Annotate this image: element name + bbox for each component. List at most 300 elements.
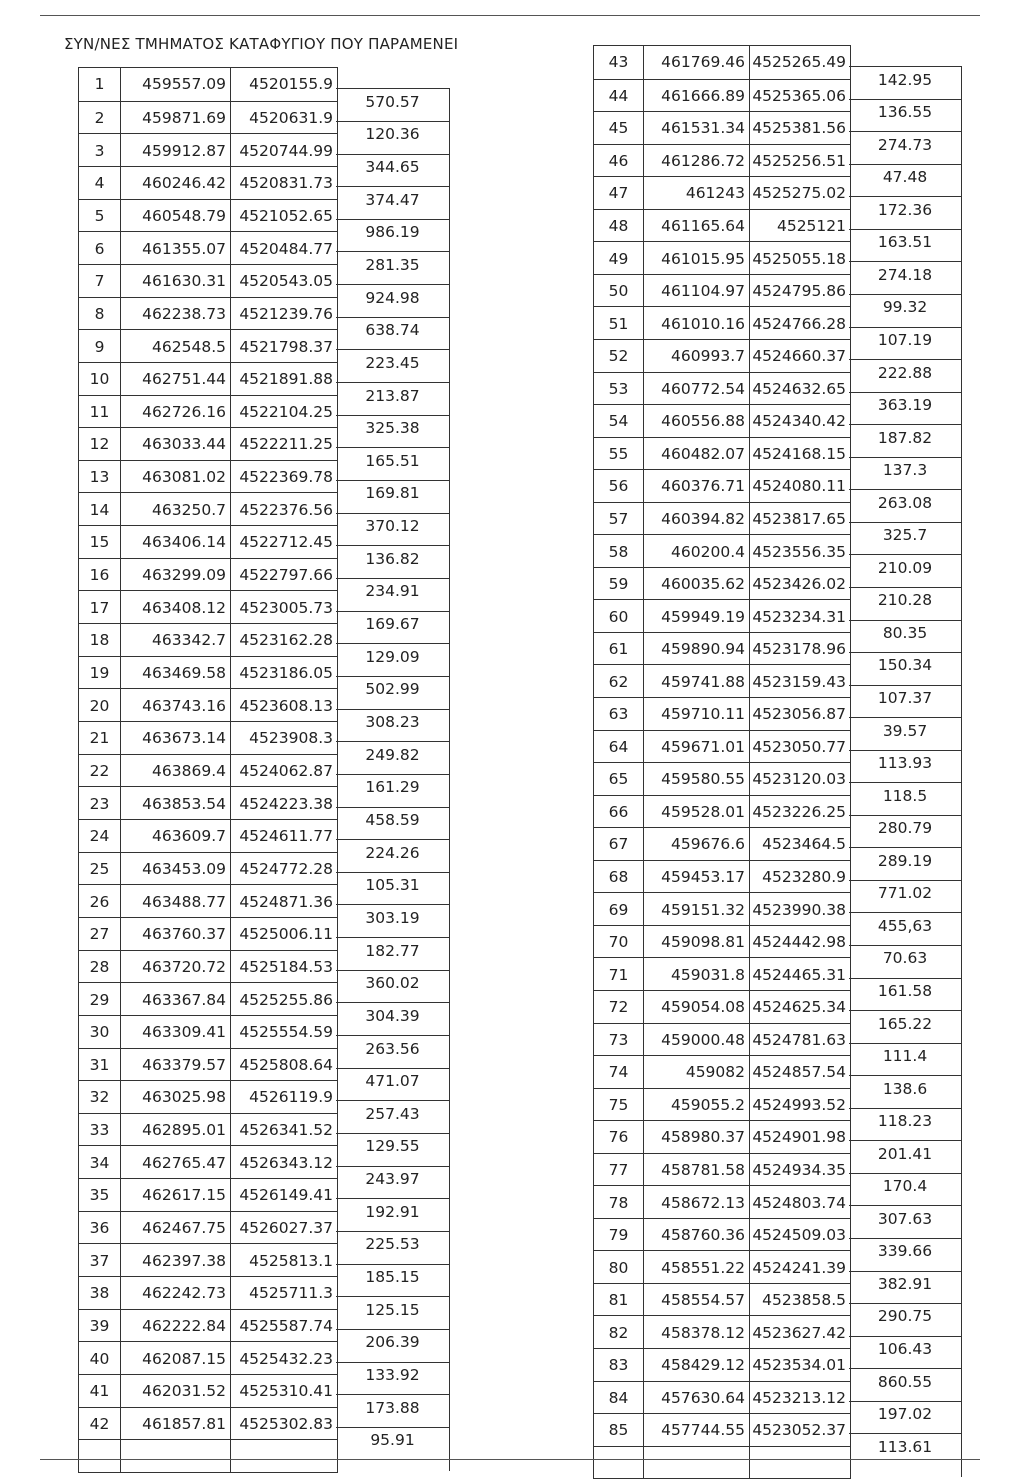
distance-tick — [849, 815, 961, 816]
distance-tick — [336, 219, 449, 220]
distance-value: 325.7 — [882, 526, 928, 545]
distance-tick — [336, 970, 449, 971]
y-coordinate-cell: 4523608.13 — [239, 696, 333, 715]
y-coordinate-cell: 4523280.9 — [762, 868, 846, 887]
x-coordinate-cell: 461104.97 — [644, 275, 750, 308]
distance-value: 325.38 — [365, 419, 420, 438]
y-coordinate-cell: 4523534.01 — [752, 1356, 846, 1375]
table-row — [79, 427, 337, 461]
y-coordinate-cell: 4523178.96 — [752, 640, 846, 659]
distance-tick — [849, 164, 961, 165]
distance-value: 263.56 — [365, 1039, 420, 1058]
y-coordinate-cell: 4523817.65 — [752, 509, 846, 528]
distance-tick — [336, 415, 449, 416]
table-row — [79, 68, 337, 101]
table-row — [594, 1023, 850, 1057]
distance-value: 142.95 — [877, 70, 933, 89]
distance-value: 289.19 — [877, 851, 933, 870]
point-number-cell: 70 — [594, 926, 644, 959]
distance-value: 192.91 — [365, 1202, 420, 1221]
distance-tick — [849, 587, 961, 588]
distance-value: 307.63 — [877, 1209, 933, 1228]
distance-value: 163.51 — [877, 233, 933, 252]
bottom-rule — [40, 1459, 980, 1460]
x-coordinate-cell: 459151.32 — [644, 893, 750, 926]
distance-tick — [849, 945, 961, 946]
y-coordinate-cell: 4524340.42 — [752, 412, 846, 431]
point-number-cell: 45 — [594, 112, 644, 145]
table-row — [79, 884, 337, 918]
x-coordinate-cell: 459671.01 — [644, 731, 750, 764]
distance-tick — [336, 154, 449, 155]
x-coordinate-cell: 459031.8 — [644, 958, 750, 991]
distance-tick — [849, 847, 961, 848]
point-number-cell: 16 — [79, 559, 121, 592]
y-coordinate-cell: 4525554.59 — [239, 1023, 333, 1042]
point-number-cell: 56 — [594, 470, 644, 503]
x-coordinate-cell: 462751.44 — [121, 363, 231, 396]
distance-tick — [849, 196, 961, 197]
y-coordinate-cell: 4525711.3 — [249, 1284, 333, 1303]
table-row — [79, 460, 337, 494]
distance-value: 129.55 — [365, 1137, 420, 1156]
point-number-cell: 82 — [594, 1316, 644, 1349]
table-row — [594, 730, 850, 764]
point-number-cell: 6 — [79, 232, 121, 265]
y-coordinate-cell: 4525587.74 — [239, 1317, 333, 1335]
table-row — [79, 231, 337, 265]
table-row — [594, 925, 850, 959]
y-coordinate-cell: 4525255.86 — [239, 990, 333, 1009]
distance-tick — [336, 1100, 449, 1101]
point-number-cell: 84 — [594, 1382, 644, 1415]
distance-tick — [849, 229, 961, 230]
y-coordinate-cell: 4523234.31 — [752, 607, 846, 626]
distance-value: 169.67 — [365, 615, 420, 634]
table-row — [79, 982, 337, 1016]
y-coordinate-cell: 4523120.03 — [752, 770, 846, 789]
y-coordinate-cell: 4526149.41 — [239, 1186, 333, 1205]
table-row — [594, 1153, 850, 1187]
distance-tick — [336, 382, 449, 383]
point-number-cell: 76 — [594, 1121, 644, 1154]
distance-tick — [849, 1205, 961, 1206]
table-row — [79, 297, 337, 331]
point-number-cell: 42 — [79, 1408, 121, 1441]
distance-tick — [336, 447, 449, 448]
x-coordinate-cell: 463488.77 — [121, 885, 231, 918]
y-coordinate-cell: 4522797.66 — [239, 566, 333, 585]
x-coordinate-cell: 460993.7 — [644, 340, 750, 373]
x-coordinate-cell: 462467.75 — [121, 1212, 231, 1245]
y-coordinate-cell: 4524611.77 — [239, 827, 333, 846]
point-number-cell: 60 — [594, 600, 644, 633]
distance-value: 182.77 — [365, 941, 420, 960]
distance-tick — [336, 937, 449, 938]
distance-tick — [849, 327, 961, 328]
x-coordinate-cell: 459453.17 — [644, 861, 750, 894]
distance-value: 99.32 — [882, 298, 928, 317]
x-coordinate-cell: 458781.58 — [644, 1154, 750, 1187]
x-coordinate-cell: 462726.16 — [121, 396, 231, 429]
y-coordinate-cell: 4526119.9 — [249, 1088, 333, 1107]
x-coordinate-cell: 462617.15 — [121, 1179, 231, 1212]
x-coordinate-cell: 461630.31 — [121, 265, 231, 298]
x-coordinate-cell: 458672.13 — [644, 1186, 750, 1219]
y-coordinate-cell: 4525808.64 — [239, 1055, 333, 1074]
y-coordinate-cell: 4524442.98 — [752, 933, 846, 952]
distance-tick — [336, 578, 449, 579]
distance-tick — [336, 1035, 449, 1036]
point-number-cell: 9 — [79, 330, 121, 363]
x-coordinate-cell: 460548.79 — [121, 200, 231, 233]
distance-value: 223.45 — [365, 353, 420, 372]
table-row — [594, 795, 850, 829]
x-coordinate-cell: 463760.37 — [121, 918, 231, 951]
point-number-cell: 68 — [594, 861, 644, 894]
point-number-cell: 64 — [594, 731, 644, 764]
table-row — [594, 209, 850, 243]
y-coordinate-cell: 4525055.18 — [752, 249, 846, 268]
distance-tick — [336, 1002, 449, 1003]
table-row — [594, 1348, 850, 1382]
distance-tick — [849, 489, 961, 490]
table-row — [594, 1250, 850, 1284]
table-row — [594, 1120, 850, 1154]
distance-tick — [849, 1075, 961, 1076]
y-coordinate-cell: 4521052.65 — [239, 206, 333, 225]
y-coordinate-cell: 4524795.86 — [752, 282, 846, 301]
distance-tick — [336, 121, 449, 122]
x-coordinate-cell: 458429.12 — [644, 1349, 750, 1382]
distance-value: 370.12 — [365, 517, 420, 536]
table-row — [594, 79, 850, 113]
x-coordinate-cell: 463408.12 — [121, 591, 231, 624]
point-number-cell: 51 — [594, 307, 644, 340]
point-number-cell: 27 — [79, 918, 121, 951]
point-number-cell: 25 — [79, 853, 121, 886]
y-coordinate-cell: 4524465.31 — [752, 965, 846, 984]
distance-tick — [849, 1271, 961, 1272]
distance-value: 105.31 — [365, 876, 420, 895]
distance-value: 113.93 — [877, 754, 933, 773]
point-number-cell: 18 — [79, 624, 121, 657]
x-coordinate-cell: 457630.64 — [644, 1382, 750, 1415]
distance-value: 249.82 — [365, 745, 420, 764]
y-coordinate-cell: 4520155.9 — [249, 75, 333, 94]
distance-tick — [336, 904, 449, 905]
distance-value: 213.87 — [365, 386, 420, 405]
distance-tick — [849, 1238, 961, 1239]
distance-value: 382.91 — [877, 1274, 933, 1293]
x-coordinate-cell: 463299.09 — [121, 559, 231, 592]
point-number-cell: 59 — [594, 568, 644, 601]
table-row — [79, 525, 337, 559]
x-coordinate-cell: 463033.44 — [121, 428, 231, 461]
point-number-cell: 19 — [79, 657, 121, 690]
table-row — [79, 329, 337, 363]
table-row — [594, 567, 850, 601]
distance-tick — [336, 349, 449, 350]
distance-value: 210.09 — [877, 558, 933, 577]
point-number-cell: 61 — [594, 633, 644, 666]
table-row — [79, 656, 337, 690]
x-coordinate-cell: 458551.22 — [644, 1251, 750, 1284]
distance-tick — [336, 1329, 449, 1330]
table-row — [594, 599, 850, 633]
table-row — [594, 1315, 850, 1349]
x-coordinate-cell: 462242.73 — [121, 1277, 231, 1310]
table-row — [594, 306, 850, 340]
point-number-cell: 43 — [594, 46, 644, 79]
distance-value: 95.91 — [370, 1431, 415, 1450]
point-number-cell: 38 — [79, 1277, 121, 1310]
table-row — [79, 1341, 337, 1375]
distance-tick — [849, 392, 961, 393]
y-coordinate-cell: 4521891.88 — [239, 370, 333, 389]
x-coordinate-cell: 459949.19 — [644, 600, 750, 633]
table-row — [79, 362, 337, 396]
distance-value: 111.4 — [882, 1047, 928, 1066]
x-coordinate-cell: 457744.55 — [644, 1414, 750, 1447]
table-row — [79, 1309, 337, 1343]
distance-tick — [849, 750, 961, 751]
point-number-cell: 14 — [79, 493, 121, 526]
distance-value: 290.75 — [877, 1307, 933, 1326]
y-coordinate-cell: 4525121 — [776, 217, 846, 236]
distance-value: 243.97 — [365, 1170, 420, 1189]
y-coordinate-cell: 4525275.02 — [752, 184, 846, 203]
x-coordinate-cell: 460246.42 — [121, 167, 231, 200]
distance-value: 136.82 — [365, 549, 420, 568]
y-coordinate-cell: 4523159.43 — [752, 672, 846, 691]
point-number-cell: 24 — [79, 820, 121, 853]
x-coordinate-cell: 459890.94 — [644, 633, 750, 666]
point-number-cell: 3 — [79, 134, 121, 167]
point-number-cell: 85 — [594, 1414, 644, 1447]
distance-tick — [849, 131, 961, 132]
y-coordinate-cell: 4522369.78 — [239, 468, 333, 487]
y-coordinate-cell: 4524772.28 — [239, 859, 333, 878]
x-coordinate-cell: 461857.81 — [121, 1408, 231, 1441]
point-number-cell: 5 — [79, 200, 121, 233]
table-row — [594, 1185, 850, 1219]
distance-value: 39.57 — [882, 721, 928, 740]
y-coordinate-cell: 4523213.12 — [752, 1388, 846, 1407]
distance-value: 281.35 — [365, 255, 420, 274]
y-coordinate-cell: 4524223.38 — [239, 794, 333, 813]
point-number-cell: 2 — [79, 102, 121, 135]
table-row — [79, 1178, 337, 1212]
distance-column-line — [961, 66, 962, 1477]
y-coordinate-cell: 4525813.1 — [249, 1251, 333, 1270]
distance-tick — [849, 1108, 961, 1109]
point-number-cell: 1 — [79, 68, 121, 101]
distance-value: 263.08 — [877, 493, 933, 512]
table-row — [594, 1055, 850, 1089]
y-coordinate-cell: 4523908.3 — [249, 729, 333, 748]
x-coordinate-cell: 461286.72 — [644, 145, 750, 178]
distance-value: 210.28 — [877, 591, 933, 610]
distance-value: 118.23 — [877, 1112, 933, 1131]
x-coordinate-cell: 459055.2 — [644, 1089, 750, 1122]
y-coordinate-cell: 4524168.15 — [752, 444, 846, 463]
table-row — [594, 664, 850, 698]
point-number-cell: 46 — [594, 145, 644, 178]
x-coordinate-cell: 459710.11 — [644, 698, 750, 731]
table-row — [594, 339, 850, 373]
y-coordinate-cell: 4523627.42 — [752, 1323, 846, 1342]
point-number-cell: 26 — [79, 885, 121, 918]
point-number-cell: 21 — [79, 722, 121, 755]
y-coordinate-cell: 4523162.28 — [239, 631, 333, 650]
table-row — [594, 437, 850, 471]
distance-tick — [336, 480, 449, 481]
distance-tick — [336, 1133, 449, 1134]
table-row — [79, 558, 337, 592]
distance-value: 80.35 — [882, 623, 928, 642]
distance-value: 257.43 — [365, 1104, 420, 1123]
table-row — [79, 1048, 337, 1082]
distance-tick — [849, 620, 961, 621]
y-coordinate-cell: 4520631.9 — [249, 108, 333, 127]
x-coordinate-cell: 459082 — [644, 1056, 750, 1089]
x-coordinate-cell: 460772.54 — [644, 373, 750, 406]
point-number-cell: 62 — [594, 665, 644, 698]
point-number-cell: 7 — [79, 265, 121, 298]
table-row — [594, 176, 850, 210]
x-coordinate-cell: 460035.62 — [644, 568, 750, 601]
table-row — [79, 1113, 337, 1147]
point-number-cell: 63 — [594, 698, 644, 731]
distance-tick — [336, 251, 449, 252]
table-row — [79, 1080, 337, 1114]
distance-value: 234.91 — [365, 582, 420, 601]
distance-value: 201.41 — [877, 1144, 933, 1163]
x-coordinate-cell: 458378.12 — [644, 1316, 750, 1349]
distance-tick — [336, 807, 449, 808]
table-row — [79, 590, 337, 624]
y-coordinate-cell: 4526343.12 — [239, 1153, 333, 1172]
point-number-cell — [79, 1440, 121, 1473]
table-row — [79, 917, 337, 951]
table-row — [594, 111, 850, 145]
table-row — [79, 166, 337, 200]
y-coordinate-cell: 4523426.02 — [752, 575, 846, 594]
distance-value: 47.48 — [882, 168, 928, 187]
x-coordinate-cell: 463743.16 — [121, 689, 231, 722]
distance-tick — [849, 1010, 961, 1011]
distance-value: 185.15 — [365, 1268, 420, 1287]
distance-value: 339.66 — [877, 1242, 933, 1261]
point-number-cell: 52 — [594, 340, 644, 373]
distance-value: 458.59 — [365, 810, 420, 829]
x-coordinate-cell: 458554.57 — [644, 1284, 750, 1317]
distance-tick — [336, 611, 449, 612]
table-row — [79, 852, 337, 886]
distance-tick — [849, 1140, 961, 1141]
distance-tick — [336, 1198, 449, 1199]
x-coordinate-cell: 458760.36 — [644, 1219, 750, 1252]
page-title: ΣΥΝ/ΝΕΣ ΤΜΗΜΑΤΟΣ ΚΑΤΑΦΥΓΙΟΥ ΠΟΥ ΠΑΡΑΜΕΝΕΙ — [64, 35, 459, 53]
y-coordinate-cell: 4523186.05 — [239, 664, 333, 682]
distance-value: 107.37 — [877, 689, 933, 707]
table-row — [79, 721, 337, 755]
distance-tick — [849, 457, 961, 458]
distance-tick — [849, 522, 961, 523]
y-coordinate-cell: 4523990.38 — [752, 900, 846, 919]
table-row — [79, 754, 337, 788]
table-row — [79, 950, 337, 984]
table-row — [594, 827, 850, 861]
x-coordinate-cell: 458980.37 — [644, 1121, 750, 1154]
x-coordinate-cell: 459676.6 — [644, 828, 750, 861]
empty-row — [79, 1439, 337, 1473]
distance-tick — [336, 186, 449, 187]
distance-value: 169.81 — [365, 484, 420, 503]
y-coordinate-cell: 4526027.37 — [239, 1219, 333, 1238]
distance-value: 570.57 — [365, 92, 420, 111]
point-number-cell: 23 — [79, 787, 121, 820]
distance-tick — [336, 545, 449, 546]
y-coordinate-cell: 4523226.25 — [752, 802, 846, 821]
x-coordinate-cell: 463250.7 — [121, 493, 231, 526]
x-coordinate-cell: 459000.48 — [644, 1024, 750, 1057]
distance-value: 197.02 — [877, 1405, 933, 1424]
y-coordinate-cell: 4525256.51 — [752, 151, 846, 170]
y-coordinate-cell: 4525381.56 — [752, 119, 846, 138]
x-coordinate-cell: 462238.73 — [121, 298, 231, 331]
y-coordinate-cell: 4523050.77 — [752, 737, 846, 756]
distance-value: 118.5 — [882, 786, 928, 805]
y-coordinate-cell: 4522211.25 — [239, 435, 333, 454]
distance-tick — [336, 774, 449, 775]
x-coordinate-cell: 460394.82 — [644, 503, 750, 536]
x-coordinate-cell: 463406.14 — [121, 526, 231, 559]
point-number-cell: 54 — [594, 405, 644, 438]
table-frame — [593, 45, 851, 1479]
x-coordinate-cell: 462397.38 — [121, 1244, 231, 1277]
y-coordinate-cell: 4523858.5 — [762, 1291, 846, 1310]
point-number-cell: 65 — [594, 763, 644, 796]
x-coordinate-cell: 462895.01 — [121, 1114, 231, 1147]
distance-value: 222.88 — [877, 363, 933, 382]
point-number-cell: 31 — [79, 1049, 121, 1082]
y-coordinate-cell: 4520543.05 — [239, 272, 333, 291]
distance-tick — [849, 717, 961, 718]
x-coordinate-cell: 463869.4 — [121, 755, 231, 788]
table-frame — [78, 67, 338, 1473]
distance-tick — [336, 1264, 449, 1265]
distance-value: 161.29 — [365, 778, 420, 797]
distance-tick — [336, 872, 449, 873]
distance-tick — [336, 1231, 449, 1232]
table-row — [79, 492, 337, 526]
table-row — [79, 264, 337, 298]
point-number-cell: 72 — [594, 991, 644, 1024]
distance-tick — [336, 284, 449, 285]
distance-value: 70.63 — [882, 949, 928, 968]
table-row — [594, 372, 850, 406]
distance-tick — [849, 782, 961, 783]
distance-tick — [849, 294, 961, 295]
table-row — [79, 133, 337, 167]
distance-tick — [336, 839, 449, 840]
x-coordinate-cell: 461666.89 — [644, 80, 750, 113]
point-number-cell: 53 — [594, 373, 644, 406]
y-coordinate-cell: 4524241.39 — [752, 1258, 846, 1277]
point-number-cell: 17 — [79, 591, 121, 624]
